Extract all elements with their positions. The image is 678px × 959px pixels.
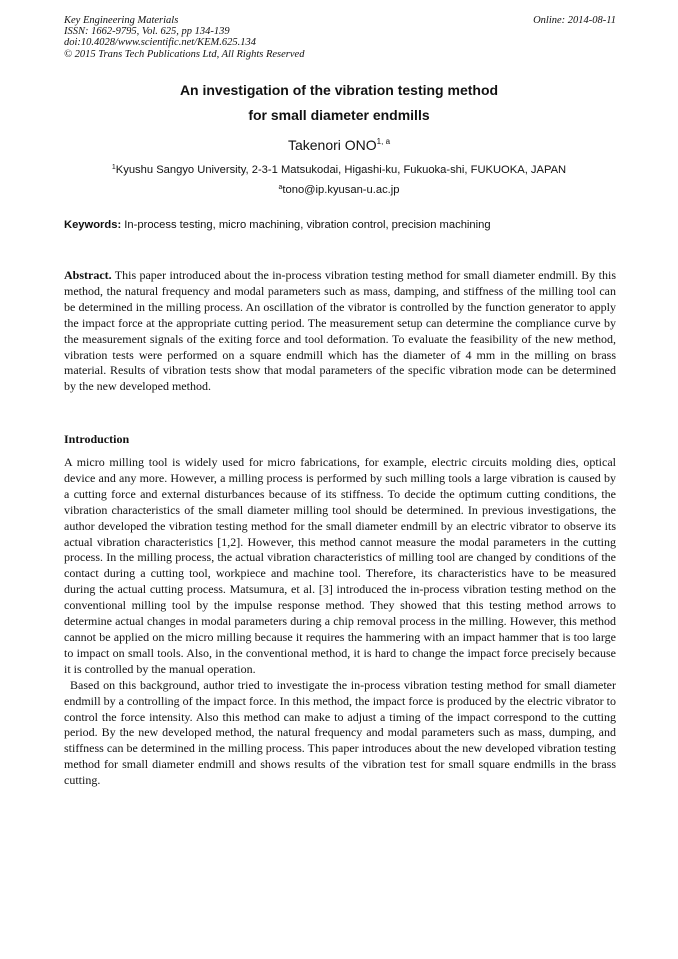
introduction-heading: Introduction bbox=[64, 432, 130, 446]
abstract-text: This paper introduced about the in-process vibration testing method for small diameter endmill. By this method, the natural frequency and modal parameters such as mass, damping, and stiffness of the milling tool can be determined in the milling process. An oscillation of the vibrator is controlled by the function generator to apply the impact force at the appropriate cutting period. The measurement setup can determine the compliance curve by the measurement signals of the exiting force and tool deformation. To evaluate the feasibility of the new method, vibration tests were performed on a square endmill which has the diameter of 4 mm in the milling on brass material. Results of vibration tests show that modal parameters of the specific vibration mode can be determined by the new developed method. bbox=[64, 268, 616, 394]
paper-title-line-2: for small diameter endmills bbox=[248, 107, 430, 123]
journal-name: Key Engineering Materials bbox=[64, 15, 179, 26]
abstract-label: Abstract. bbox=[64, 268, 112, 282]
author-superscript: 1, a bbox=[376, 137, 391, 146]
keywords-text: In-process testing, micro machining, vibration control, precision machining bbox=[121, 219, 491, 231]
abstract-paragraph bbox=[64, 268, 616, 395]
email-superscript: a bbox=[278, 184, 283, 191]
journal-header bbox=[64, 15, 616, 60]
keywords-line bbox=[64, 219, 616, 231]
author-name: Takenori ONO bbox=[287, 137, 377, 153]
email-address[interactable]: tono@ip.kyusan-u.ac.jp bbox=[282, 184, 400, 196]
introduction-paragraph-1: A micro milling tool is widely used for micro fabrications, for example, electric circuits molding dies, optical device and any more. However, a milling process is performed by such milling tools a large vibration is caused by a cutting force and external disturbances because of its stiffness. To decide the optimum cutting conditions, the vibration characteristics of the small diameter milling tool should be determined. In previous investigations, the author developed the vibration testing method for the small diameter endmill by an electric vibrator to observe its actual vibration characteristics [1,2]. However, this method cannot measure the modal parameters in the cutting process. In the milling process, the actual vibration characteristics of milling tool are changed by conditions of the contact during a cutting tool, workpiece and machine tool. Therefore, its characteristics have to be measured during the actual cutting process. Matsumura, et al. [3] introduced the in-process vibration testing method on the conventional milling tool by the impulse response method. They showed that this testing method arrows to determine actual changes in modal parameters during a chip removal process in the milling. However, this method cannot be applied on the micro milling because it requires the hammering with an impact hammer that is too large to impact on small tools. Also, in the conventional method, it is hard to change the impact force precisely because it is controlled by the manual operation. bbox=[64, 455, 616, 676]
introduction-body bbox=[64, 455, 616, 789]
affiliation-text: Kyushu Sangyo University, 2-3-1 Matsukodai, Higashi-ku, Fukuoka-shi, FUKUOKA, JAPAN bbox=[115, 164, 567, 176]
online-date: Online: 2014-08-11 bbox=[533, 15, 616, 26]
keywords-label: Keywords: bbox=[64, 219, 122, 231]
affiliation-line bbox=[0, 164, 678, 176]
affiliation-superscript: 1 bbox=[111, 164, 116, 171]
author-line bbox=[0, 137, 678, 153]
introduction-paragraph-2: Based on this background, author tried to investigate the in-process vibration testing method for small diameter endmill by a controlling of the impact force. In this method, the impact force is produced by the electric vibrator to control the force intensity. Also this method can make to adjust a timing of the impact correspond to the cutting period. By the new developed method, the natural frequency and modal parameters such as mass, dumping, and stiffness can be determined in the milling process. This paper introduces about the new developed vibration testing method for small diameter endmill and shows results of the vibration test for small square endmills in the brass cutting. bbox=[64, 677, 616, 788]
copyright-line: © 2015 Trans Tech Publications Ltd, All Rights Reserved bbox=[64, 48, 305, 60]
doi-line: doi:10.4028/www.scientific.net/KEM.625.134 bbox=[64, 37, 256, 49]
paper-title-line-1: An investigation of the vibration testing method bbox=[179, 82, 499, 98]
issn-line: ISSN: 1662-9795, Vol. 625, pp 134-139 bbox=[64, 26, 230, 38]
email-line bbox=[0, 184, 678, 196]
